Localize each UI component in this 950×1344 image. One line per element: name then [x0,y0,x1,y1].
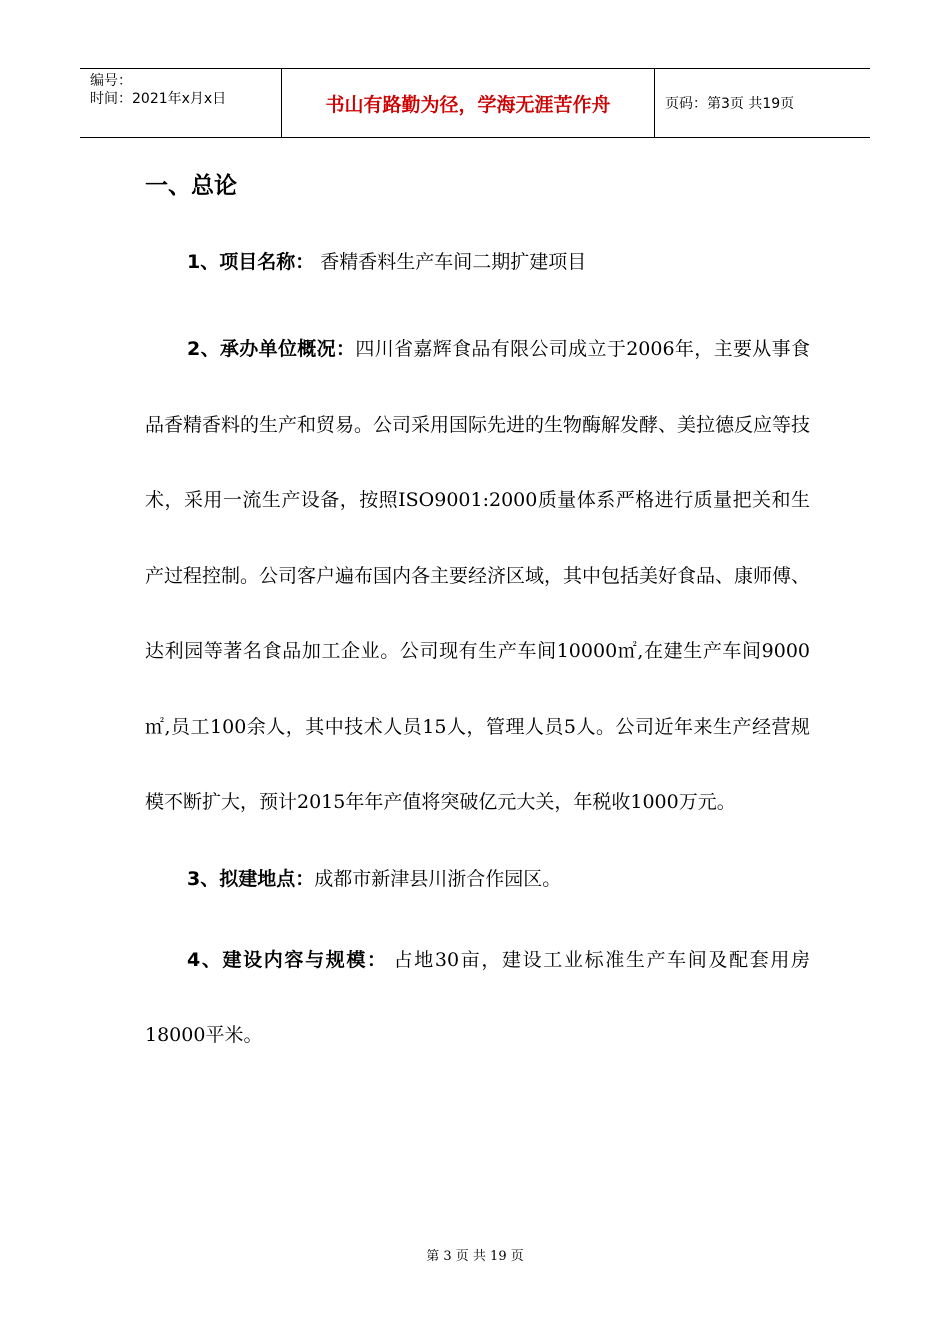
motto-text: 书山有路勤为径，学海无涯苦作舟 [325,93,611,116]
page-footer: 第 3 页 共 19 页 [426,1249,524,1264]
item-label: 2、承办单位概况： [187,338,356,360]
item-label: 4、建设内容与规模： [187,948,388,971]
item-text: 成都市新津县川浙合作园区。 [314,867,562,890]
page-info-text: 页码：第3页 共19页 [665,96,795,112]
page-header [80,68,870,138]
document-body [145,160,810,1073]
item-text: 四川省嘉辉食品有限公司成立于2006年，主要从事食品香精香料的生产和贸易。公司采用国际先进的生物酶解发酵、美拉德反应等技术，采用一流生产设备，按照ISO9001:2000质量体系严格进行质量把关和生产过程控制。公司客户遍布国内各主要经济区域，其中包括美好食品、康师傅、达利园等著名食品加工企业。公司现有生产车间10000㎡,在建生产车间9000㎡,员工100余人，其中技术人员15人，管理人员5人。公司近年来生产经营规模不断扩大，预计2015年年产值将突破亿元大关，年税收1000万元。 [145,338,811,813]
item-location [145,853,810,905]
header-motto-cell [281,69,655,137]
number-label: 编号： [90,73,132,89]
header-page-info [655,69,870,137]
item-label: 3、拟建地点： [187,867,315,890]
item-label: 1、项目名称： [187,251,315,273]
section-title: 一、总论 [145,173,237,199]
item-text: 香精香料生产车间二期扩建项目 [320,251,587,273]
item-scope [145,923,810,1073]
time-label: 时间：2021年x月x日 [90,91,227,107]
item-text: 占地30亩，建设工业标准生产车间及配套用房18000平米。 [145,948,810,1046]
item-project-name [145,236,810,288]
header-meta [80,69,281,137]
item-organization-overview [145,312,810,841]
